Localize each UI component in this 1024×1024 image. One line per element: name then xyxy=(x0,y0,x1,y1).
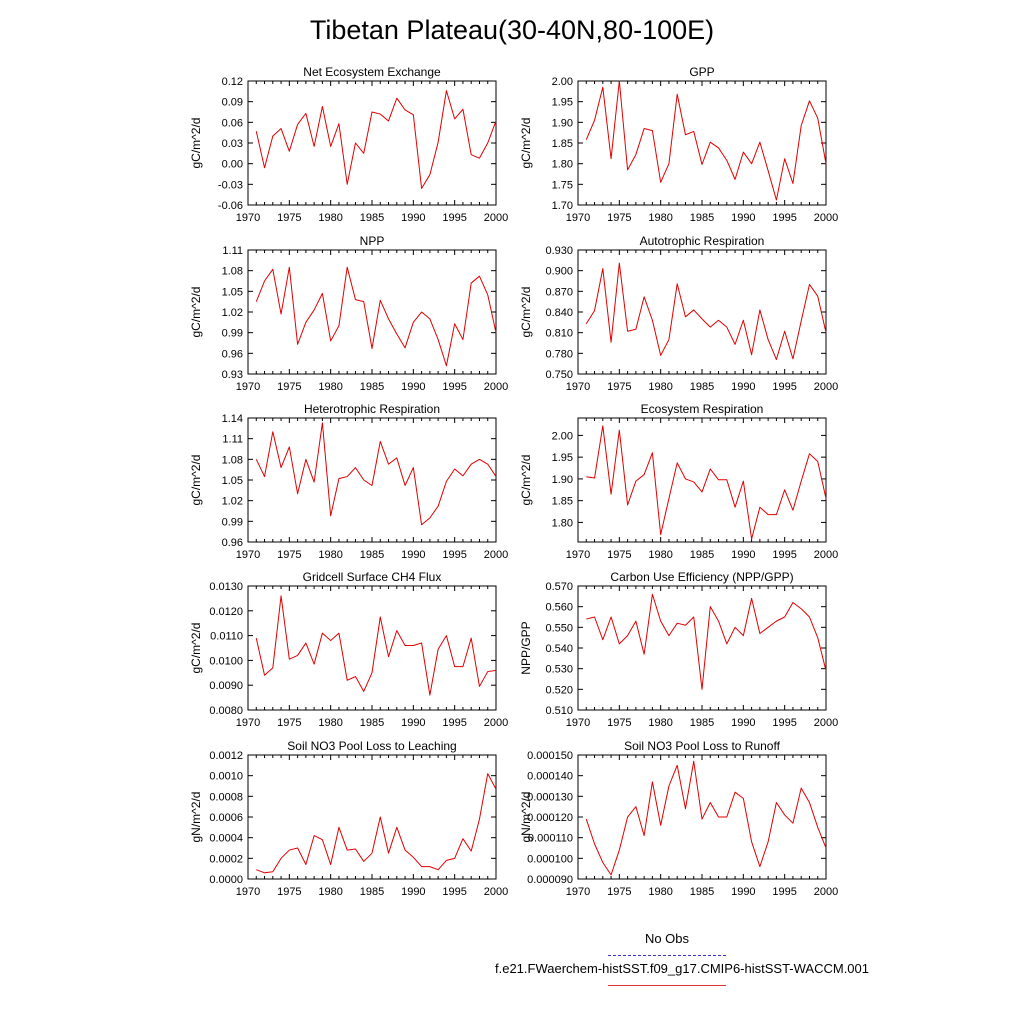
chart-title: Soil NO3 Pool Loss to Runoff xyxy=(624,739,780,753)
x-tick-label: 1975 xyxy=(277,549,302,561)
x-tick-label: 1980 xyxy=(318,886,343,898)
y-tick-label: 0.0008 xyxy=(209,791,243,804)
x-tick-label: 1975 xyxy=(607,886,632,898)
x-tick-label: 1985 xyxy=(689,381,715,393)
y-tick-label: 0.000100 xyxy=(527,853,573,866)
y-axis-label: gC/m^2/d xyxy=(519,454,533,506)
x-tick-label: 1995 xyxy=(442,549,467,561)
x-tick-label: 1990 xyxy=(401,886,426,898)
y-tick-label: 0.000090 xyxy=(527,874,573,886)
chart-title: Net Ecosystem Exchange xyxy=(303,65,441,79)
chart-title: Carbon Use Efficiency (NPP/GPP) xyxy=(610,570,794,584)
y-tick-label: 1.70 xyxy=(551,200,573,212)
x-tick-label: 1990 xyxy=(731,886,756,898)
x-tick-label: 1980 xyxy=(318,212,343,224)
x-tick-label: 1975 xyxy=(277,212,302,224)
series-line xyxy=(256,596,496,695)
y-tick-label: 1.75 xyxy=(551,179,573,192)
x-tick-label: 2000 xyxy=(483,549,509,561)
x-tick-label: 1970 xyxy=(235,717,261,729)
series-line xyxy=(586,263,826,359)
y-tick-label: 0.0100 xyxy=(209,655,243,668)
y-tick-label: 0.560 xyxy=(545,601,573,614)
x-tick-label: 1985 xyxy=(359,886,385,898)
y-tick-label: 0.000110 xyxy=(527,832,573,845)
chart-title: NPP xyxy=(359,234,385,248)
series-line xyxy=(256,423,496,525)
x-tick-label: 1995 xyxy=(442,886,467,898)
y-tick-label: 1.08 xyxy=(221,265,243,278)
y-axis-label: gC/m^2/d xyxy=(189,286,203,338)
y-axis-label: NPP/GPP xyxy=(519,621,533,675)
plot-frame xyxy=(248,755,496,879)
y-tick-label: 1.85 xyxy=(551,138,573,150)
x-tick-label: 1995 xyxy=(772,381,797,393)
plot-frame xyxy=(578,586,826,710)
x-tick-label: 1985 xyxy=(689,549,715,561)
y-tick-label: 0.96 xyxy=(221,348,243,361)
y-tick-label: 0.870 xyxy=(545,286,573,299)
y-tick-label: 0.570 xyxy=(545,581,573,593)
series-line xyxy=(256,774,496,873)
y-tick-label: 0.0130 xyxy=(209,581,243,593)
x-tick-label: 1980 xyxy=(648,381,673,393)
y-tick-label: 0.0110 xyxy=(210,630,243,643)
y-tick-label: 0.520 xyxy=(545,684,573,697)
y-tick-label: 0.96 xyxy=(221,537,243,549)
y-tick-label: 1.80 xyxy=(551,158,573,171)
y-tick-label: 0.03 xyxy=(221,138,243,150)
series-line xyxy=(586,594,826,689)
series-line xyxy=(256,91,496,189)
y-tick-label: 0.12 xyxy=(221,76,243,88)
x-tick-label: 1985 xyxy=(689,717,715,729)
y-tick-label: 1.02 xyxy=(221,307,243,319)
x-tick-label: 1970 xyxy=(235,886,261,898)
y-tick-label: 1.02 xyxy=(221,495,243,508)
x-tick-label: 1990 xyxy=(401,212,426,224)
x-tick-label: 1970 xyxy=(565,212,591,224)
x-tick-label: 1985 xyxy=(689,212,715,224)
legend-model-line xyxy=(608,985,726,986)
y-tick-label: 0.510 xyxy=(545,705,573,717)
y-tick-label: 0.840 xyxy=(545,307,573,319)
chart-title: Ecosystem Respiration xyxy=(640,402,764,416)
x-tick-label: 1970 xyxy=(565,717,591,729)
y-tick-label: 0.06 xyxy=(221,117,243,130)
x-tick-label: 1990 xyxy=(731,212,756,224)
y-tick-label: 0.0090 xyxy=(209,680,243,693)
x-tick-label: 2000 xyxy=(483,212,509,224)
series-line xyxy=(256,267,496,366)
x-tick-label: 2000 xyxy=(813,381,839,393)
plot-frame xyxy=(248,418,496,542)
x-tick-label: 1970 xyxy=(565,381,591,393)
y-tick-label: 0.0006 xyxy=(209,812,243,824)
x-tick-label: 1975 xyxy=(277,717,302,729)
y-tick-label: 0.99 xyxy=(221,327,243,340)
y-tick-label: 0.0080 xyxy=(209,705,243,717)
x-tick-label: 1990 xyxy=(401,381,426,393)
y-tick-label: 1.80 xyxy=(551,517,573,530)
x-tick-label: 1995 xyxy=(772,212,797,224)
x-tick-label: 1995 xyxy=(772,717,797,729)
x-tick-label: 1990 xyxy=(731,717,756,729)
y-tick-label: 0.000140 xyxy=(527,770,573,783)
x-tick-label: 1975 xyxy=(277,381,302,393)
x-tick-label: 1980 xyxy=(318,381,343,393)
y-tick-label: -0.06 xyxy=(217,200,243,212)
y-tick-label: 0.93 xyxy=(221,369,243,381)
plot-frame xyxy=(578,418,826,542)
x-tick-label: 1995 xyxy=(442,381,467,393)
plot-frame xyxy=(248,81,496,205)
x-tick-label: 1980 xyxy=(648,212,673,224)
x-tick-label: 2000 xyxy=(813,212,839,224)
x-tick-label: 1985 xyxy=(359,549,385,561)
x-tick-label: 2000 xyxy=(813,717,839,729)
x-tick-label: 1970 xyxy=(235,381,261,393)
y-tick-label: 1.95 xyxy=(551,452,573,465)
y-tick-label: 0.99 xyxy=(221,516,243,529)
y-tick-label: 0.900 xyxy=(545,265,573,278)
x-tick-label: 1975 xyxy=(607,549,632,561)
x-tick-label: 1985 xyxy=(359,381,385,393)
y-tick-label: 0.530 xyxy=(545,663,573,676)
legend-obs-line xyxy=(608,955,726,956)
legend-model-label: f.e21.FWaerchem-histSST.f09_g17.CMIP6-histSST-WACCM.001 xyxy=(495,961,869,976)
plot-frame xyxy=(248,250,496,374)
legend-obs-label: No Obs xyxy=(644,931,690,946)
y-tick-label: 1.05 xyxy=(221,286,243,299)
x-tick-label: 1985 xyxy=(359,717,385,729)
x-tick-label: 1970 xyxy=(565,886,591,898)
y-tick-label: 1.85 xyxy=(551,495,573,508)
y-tick-label: 0.000130 xyxy=(527,791,573,804)
y-tick-label: 0.0004 xyxy=(209,832,243,845)
x-tick-label: 1985 xyxy=(689,886,715,898)
y-tick-label: 1.05 xyxy=(221,475,243,487)
x-tick-label: 1975 xyxy=(607,212,632,224)
series-line xyxy=(586,761,826,875)
page-title: Tibetan Plateau(30-40N,80-100E) xyxy=(309,15,715,45)
chart-title: Gridcell Surface CH4 Flux xyxy=(302,570,442,584)
x-tick-label: 1975 xyxy=(607,381,632,393)
x-tick-label: 1995 xyxy=(442,212,467,224)
y-tick-label: 0.750 xyxy=(545,369,573,381)
y-tick-label: 0.550 xyxy=(545,622,573,635)
y-tick-label: 0.0002 xyxy=(209,853,243,866)
x-tick-label: 1990 xyxy=(401,717,426,729)
y-tick-label: 0.0012 xyxy=(209,750,243,762)
y-axis-label: gC/m^2/d xyxy=(519,286,533,338)
x-tick-label: 2000 xyxy=(813,549,839,561)
x-tick-label: 2000 xyxy=(483,717,509,729)
y-tick-label: 0.810 xyxy=(545,327,573,340)
chart-title: GPP xyxy=(689,65,715,79)
chart-title: Heterotrophic Respiration xyxy=(303,402,441,416)
x-tick-label: 1980 xyxy=(648,549,673,561)
y-tick-label: 1.14 xyxy=(221,413,243,425)
x-tick-label: 1975 xyxy=(607,717,632,729)
y-tick-label: 0.0120 xyxy=(209,605,243,618)
y-axis-label: gC/m^2/d xyxy=(189,117,203,169)
plot-frame xyxy=(578,81,826,205)
series-line xyxy=(586,426,826,539)
y-tick-label: -0.03 xyxy=(217,179,243,192)
y-tick-label: 1.08 xyxy=(221,454,243,467)
y-tick-label: 1.90 xyxy=(551,473,573,486)
plot-frame xyxy=(578,250,826,374)
x-tick-label: 1990 xyxy=(401,549,426,561)
x-tick-label: 1990 xyxy=(731,381,756,393)
y-axis-label: gC/m^2/d xyxy=(189,622,203,674)
y-tick-label: 1.90 xyxy=(551,117,573,130)
x-tick-label: 1980 xyxy=(318,549,343,561)
x-tick-label: 1985 xyxy=(359,212,385,224)
y-tick-label: 0.00 xyxy=(221,158,243,171)
y-tick-label: 2.00 xyxy=(551,430,573,443)
chart-title: Soil NO3 Pool Loss to Leaching xyxy=(287,739,457,753)
x-tick-label: 2000 xyxy=(813,886,839,898)
y-tick-label: 1.11 xyxy=(222,433,243,446)
y-axis-label: gC/m^2/d xyxy=(519,117,533,169)
y-axis-label: gN/m^2/d xyxy=(519,791,533,843)
y-tick-label: 0.930 xyxy=(545,245,573,257)
y-tick-label: 2.00 xyxy=(551,76,573,88)
x-tick-label: 1995 xyxy=(772,549,797,561)
y-tick-label: 1.11 xyxy=(222,245,243,257)
y-tick-label: 0.0000 xyxy=(209,874,243,886)
x-tick-label: 1995 xyxy=(772,886,797,898)
x-tick-label: 1970 xyxy=(235,212,261,224)
series-line xyxy=(586,81,826,200)
x-tick-label: 1990 xyxy=(731,549,756,561)
chart-title: Autotrophic Respiration xyxy=(639,234,765,248)
y-tick-label: 0.000150 xyxy=(527,750,573,762)
y-tick-label: 0.09 xyxy=(221,96,243,109)
y-tick-label: 0.0010 xyxy=(209,770,243,783)
y-tick-label: 0.540 xyxy=(545,643,573,655)
plot-frame xyxy=(248,586,496,710)
x-tick-label: 2000 xyxy=(483,886,509,898)
x-tick-label: 2000 xyxy=(483,381,509,393)
y-tick-label: 0.000120 xyxy=(527,812,573,824)
y-axis-label: gN/m^2/d xyxy=(189,791,203,843)
x-tick-label: 1970 xyxy=(235,549,261,561)
x-tick-label: 1995 xyxy=(442,717,467,729)
x-tick-label: 1980 xyxy=(648,717,673,729)
y-tick-label: 0.780 xyxy=(545,348,573,361)
y-tick-label: 1.95 xyxy=(551,96,573,109)
y-axis-label: gC/m^2/d xyxy=(189,454,203,506)
x-tick-label: 1975 xyxy=(277,886,302,898)
x-tick-label: 1970 xyxy=(565,549,591,561)
x-tick-label: 1980 xyxy=(318,717,343,729)
x-tick-label: 1980 xyxy=(648,886,673,898)
